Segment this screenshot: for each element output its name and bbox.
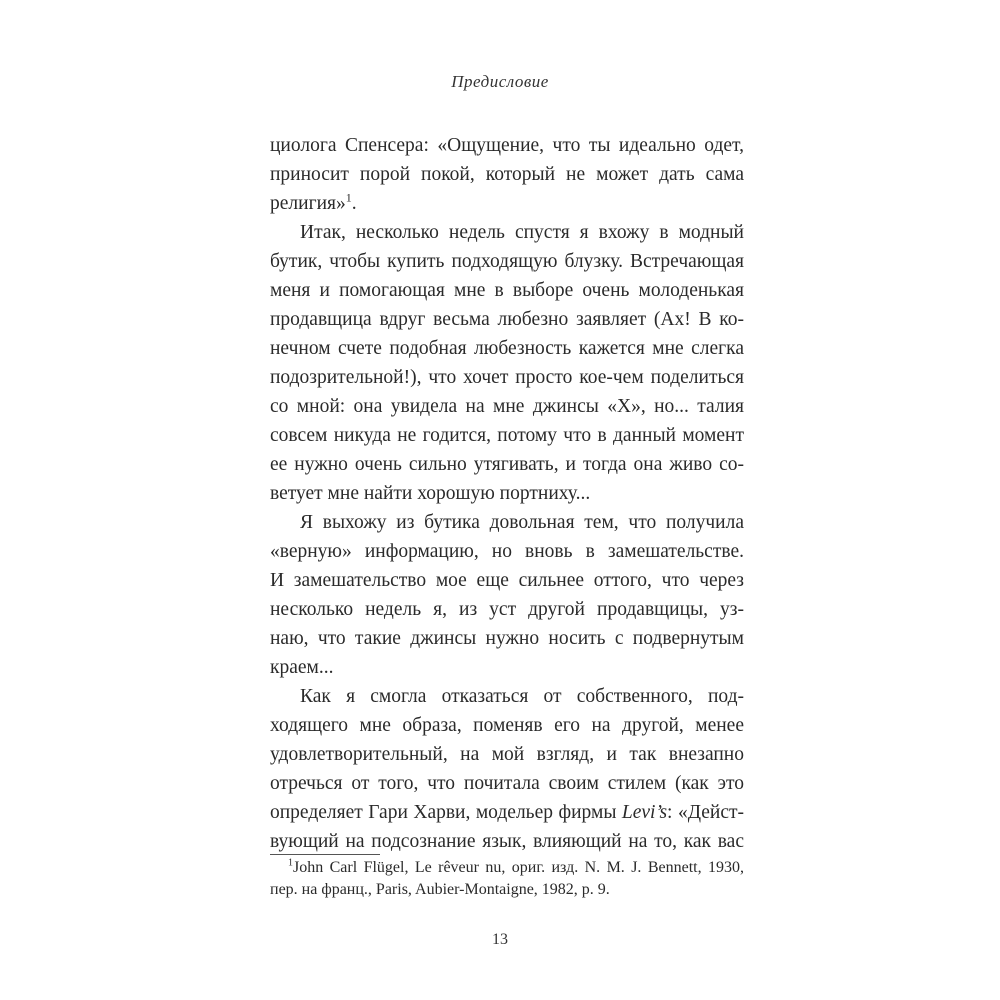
body-text (270, 131, 744, 856)
footnote-reference[interactable]: 1 (345, 190, 352, 205)
body-line: бутик, чтобы купить подходящую блузку. Встречающая (270, 251, 744, 272)
body-line-text: : «Дейст- (667, 802, 744, 823)
body-line: со мной: она увидела на мне джинсы «Х», но... талия (270, 396, 744, 417)
body-line: циолога Спенсера: «Ощущение, что ты идеально одет, (270, 135, 744, 156)
footnote-divider (270, 854, 380, 855)
brand-name: Levi’s (621, 802, 668, 823)
footnote-line: пер. на франц., Paris, Aubier-Montaigne, 1982, p. 9. (270, 881, 610, 898)
body-line: приносит порой покой, который не может дать сама (270, 164, 744, 185)
footnote-line (270, 857, 744, 879)
body-line: ее нужно очень сильно утягивать, и тогда она живо со- (270, 454, 744, 475)
body-line: продавщица вдруг весьма любезно заявляет (Ах! В ко- (270, 309, 744, 330)
body-line: вующий на подсознание язык, влияющий на то, как вас (270, 831, 744, 852)
body-line-text: религия» (270, 193, 346, 214)
body-line: Я выхожу из бутика довольная тем, что получила (300, 512, 744, 533)
body-line: И замешательство мое еще сильнее оттого, что через (270, 570, 744, 591)
body-line: наю, что такие джинсы нужно носить с подвернутым (270, 628, 744, 649)
body-line: несколько недель я, из уст другой продавщицы, уз- (270, 599, 744, 620)
footnote-mark: 1 (288, 857, 293, 869)
body-line-text: определяет Гари Харви, модельер фирмы (270, 802, 622, 823)
body-line (270, 798, 744, 827)
body-line: меня и помогающая мне в выборе очень молоденькая (270, 280, 744, 301)
running-head: Предисловие (451, 72, 549, 91)
body-line: отречься от того, что почитала своим стилем (как это (270, 773, 744, 794)
body-line-punct: . (351, 193, 357, 214)
body-line: удовлетворительный, на мой взгляд, и так внезапно (270, 744, 744, 765)
body-line: ветует мне найти хорошую портниху... (270, 483, 591, 504)
body-line: совсем никуда не годится, потому что в данный момент (270, 425, 744, 446)
body-line: краем... (270, 657, 334, 678)
footnote-text: John Carl Flügel, Le rêveur nu, ориг. изд. N. M. J. Bennett, 1930, (293, 859, 744, 876)
body-line: ходящего мне образа, поменяв его на другой, менее (270, 715, 744, 736)
body-line: нечном счете подобная любезность кажется мне слегка (270, 338, 744, 359)
body-line: Как я смогла отказаться от собственного, под- (300, 686, 744, 707)
body-line (270, 189, 744, 218)
page-number: 13 (492, 931, 508, 948)
body-line: «верную» информацию, но вновь в замешательстве. (270, 541, 744, 562)
body-line: Итак, несколько недель спустя я вхожу в модный (300, 222, 744, 243)
body-line: подозрительной!), что хочет просто кое-чем поделиться (270, 367, 744, 388)
footnote (270, 857, 744, 901)
